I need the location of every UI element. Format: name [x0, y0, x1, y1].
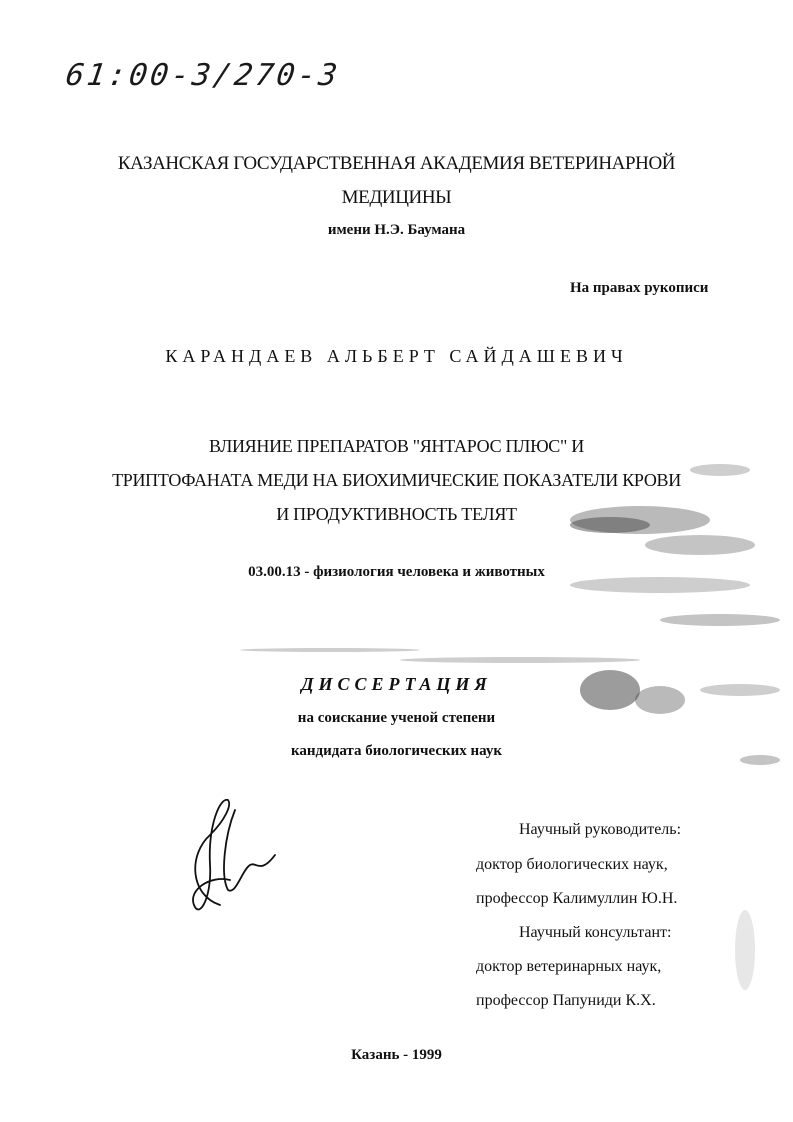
signature: [180, 795, 290, 925]
dissertation-line-1: на соискание ученой степени: [297, 710, 496, 726]
place-year: Казань - 1999: [351, 1047, 442, 1063]
supervisor-degree: доктор биологических наук,: [476, 856, 668, 873]
institution-line-3: имени Н.Э. Баумана: [327, 222, 466, 238]
title-line-3: И ПРОДУКТИВНОСТЬ ТЕЛЯТ: [276, 504, 517, 524]
rights-note: На правах рукописи: [570, 280, 709, 296]
consultant-degree: доктор ветеринарных наук,: [476, 958, 662, 975]
title-line-2: ТРИПТОФАНАТА МЕДИ НА БИОХИМИЧЕСКИЕ ПОКАЗАТЕЛИ КРОВИ: [112, 470, 681, 490]
institution-line-1: КАЗАНСКАЯ ГОСУДАРСТВЕННАЯ АКАДЕМИЯ ВЕТЕРИНАРНОЙ: [117, 153, 676, 174]
title-line-1: ВЛИЯНИЕ ПРЕПАРАТОВ "ЯНТАРОС ПЛЮС" И: [209, 436, 584, 456]
specialty: 03.00.13 - физиология человека и животных: [248, 564, 545, 580]
catalog-number: 61:00-3/270-3: [63, 58, 343, 93]
dissertation-line-2: кандидата биологических наук: [290, 743, 503, 759]
supervisor-label: Научный руководитель:: [519, 821, 682, 838]
consultant-name: профессор Папуниди К.Х.: [476, 992, 656, 1009]
institution-line-2: МЕДИЦИНЫ: [341, 187, 452, 208]
dissertation-heading: ДИССЕРТАЦИЯ: [301, 674, 492, 694]
supervisor-name: профессор Калимуллин Ю.Н.: [476, 890, 678, 907]
consultant-label: Научный консультант:: [519, 924, 672, 941]
author-name: КАРАНДАЕВ АЛЬБЕРТ САЙДАШЕВИЧ: [165, 346, 628, 366]
